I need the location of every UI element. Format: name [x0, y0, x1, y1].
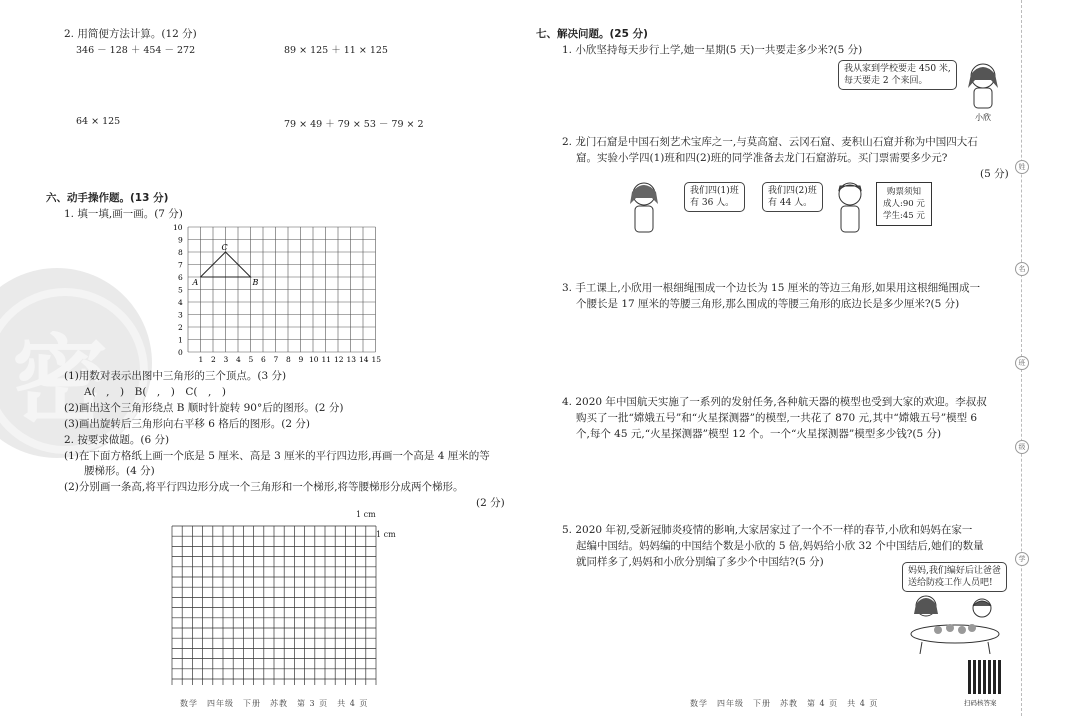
q2-bubble1-line2: 有 36 人。 — [690, 198, 735, 208]
x-tick-label: 12 — [334, 355, 344, 364]
x-tick-label: 4 — [236, 355, 241, 364]
y-tick-label: 3 — [178, 310, 183, 320]
q2-bubble1-line1: 我们四(1)班 — [690, 186, 739, 196]
girl-class1-illustration — [622, 178, 666, 236]
left-footer: 数学 四年级 下册 苏教 第 3 页 共 4 页 — [180, 699, 369, 708]
x-tick-label: 11 — [321, 355, 332, 364]
margin-mark-1: 姓 — [1015, 160, 1029, 174]
calc-item-3: 64 × 125 — [76, 116, 121, 127]
r-q2-a: 2. 龙门石窟是中国石刻艺术宝库之一,与莫高窟、云冈石窟、麦积山石窟并称为中国四大石 — [562, 136, 978, 148]
grid-paper — [170, 520, 410, 685]
y-tick-label: 6 — [178, 273, 183, 282]
q1-bubble-line2: 每天要走 2 个来回。 — [844, 76, 928, 86]
q5-speech-bubble — [902, 562, 1007, 592]
r-q3-a: 3. 手工课上,小欣用一根细绳围成一个边长为 15 厘米的等边三角形,如果用这根细绳围成一 — [562, 282, 981, 294]
margin-mark-3: 班 — [1015, 356, 1029, 370]
s6-q2-1a: (1)在下面方格纸上画一个底是 5 厘米、高是 3 厘米的平行四边形,再画一个高是 4 厘米的等 — [64, 450, 490, 462]
s6-q1: 1. 填一填,画一画。(7 分) — [64, 208, 183, 220]
section-7-title: 七、解决问题。(25 分) — [536, 28, 648, 40]
r-q4-c: 个,每个 45 元,“火星探测器”模型 12 个。一个“火星探测器”模型多少钱?(5 分) — [576, 428, 942, 440]
y-tick-label: 8 — [178, 248, 183, 257]
cm-label-x-text: 1 cm — [356, 510, 376, 519]
q1-speech-bubble — [838, 60, 957, 90]
calc-item-2: 89 × 125 ＋ 11 × 125 — [284, 45, 388, 56]
x-tick-label: 3 — [223, 355, 229, 364]
ticket-notice-box — [876, 182, 932, 226]
s6-q1-1-blank: A( , ) B( , ) C( , ) — [84, 386, 226, 398]
r-q4-b: 购买了一批“嫦娥五号”和“火星探测器”的模型,一共花了 870 元,其中“嫦娥五号”模型 6 — [576, 412, 978, 424]
s6-q2-1b: 腰梯形。(4 分) — [84, 465, 155, 477]
s6-q2-2-score: (2 分) — [476, 497, 505, 509]
point-c-label: C — [221, 243, 228, 252]
r-q1: 1. 小欣坚持每天步行上学,她一星期(5 天)一共要走多少米?(5 分) — [562, 44, 863, 56]
q1-bubble-line1: 我从家到学校要走 450 米, — [844, 64, 951, 74]
r-q5-b: 起编中国结。妈妈编的中国结个数是小欣的 5 倍,妈妈给小欣 32 个中国结后,她们的数量 — [576, 540, 984, 552]
x-tick-label: 9 — [298, 355, 304, 364]
x-tick-label: 1 — [198, 355, 204, 364]
r-q3-b: 个腰长是 17 厘米的等腰三角形,那么围成的等腰三角形的底边长是多少厘米?(5 分) — [576, 298, 960, 310]
y-tick-label: 2 — [178, 323, 183, 332]
section-6-title: 六、动手操作题。(13 分) — [46, 192, 169, 204]
s6-q1-3: (3)画出旋转后三角形向右平移 6 格后的图形。(2 分) — [64, 418, 310, 430]
q2-bubble2-line2: 有 44 人。 — [768, 198, 813, 208]
x-tick-label: 5 — [248, 355, 254, 364]
ticket-notice-adult: 成人:90 元 — [883, 199, 925, 209]
point-b-label: B — [252, 278, 259, 287]
s6-q2: 2. 按要求做题。(6 分) — [64, 434, 170, 446]
x-tick-label: 13 — [346, 355, 357, 364]
y-tick-label: 10 — [173, 223, 183, 232]
qr-label: 扫码核答案 — [964, 699, 997, 707]
margin-mark-5: 学 — [1015, 552, 1029, 566]
r-q5-a: 5. 2020 年初,受新冠肺炎疫情的影响,大家居家过了一个不一样的春节,小欣和妈妈在家一 — [562, 524, 973, 536]
right-footer: 数学 四年级 下册 苏教 第 4 页 共 4 页 — [690, 699, 879, 708]
seal-char: 密 — [12, 325, 108, 437]
qr-code[interactable] — [968, 660, 1002, 694]
x-tick-label: 14 — [359, 355, 369, 364]
y-tick-label: 9 — [178, 235, 183, 245]
x-tick-label: 7 — [273, 355, 279, 364]
cm-label-y-text: 1 cm — [376, 530, 396, 539]
r-q5-c: 就同样多了,妈妈和小欣分别编了多少个中国结?(5 分) — [576, 556, 824, 568]
q5-bubble-line2: 送给防疫工作人员吧! — [908, 578, 993, 588]
x-tick-label: 8 — [286, 355, 291, 364]
x-tick-label: 6 — [261, 355, 266, 364]
point-a-label: A — [192, 278, 199, 287]
q2-bubble-class2 — [762, 182, 823, 212]
x-tick-label: 2 — [211, 355, 216, 364]
ticket-notice-student: 学生:45 元 — [883, 211, 925, 221]
s6-q2-2: (2)分别画一条高,将平行四边形分成一个三角形和一个梯形,将等腰梯形分成两个梯形。 — [64, 481, 464, 493]
y-tick-label: 5 — [178, 285, 183, 295]
q2-title: 2. 用简便方法计算。(12 分) — [64, 28, 197, 40]
boy-class2-illustration — [830, 178, 870, 236]
y-tick-label: 0 — [178, 348, 183, 357]
mother-daughter-knotting-illustration — [902, 592, 1008, 654]
q5-bubble-line1: 妈妈,我们编好后让爸爸 — [908, 566, 1001, 576]
x-tick-label: 10 — [309, 355, 319, 364]
q1-girl-name: 小欣 — [975, 113, 991, 122]
y-tick-label: 7 — [178, 260, 183, 270]
calc-item-1: 346 － 128 ＋ 454 － 272 — [76, 45, 196, 56]
q2-bubble2-line1: 我们四(2)班 — [768, 186, 817, 196]
r-q2-b: 窟。实验小学四(1)班和四(2)班的同学准备去龙门石窟游玩。买门票需要多少元? — [576, 152, 948, 164]
coordinate-grid — [168, 222, 388, 364]
ticket-notice-title: 购票须知 — [886, 187, 921, 197]
calc-item-4: 79 × 49 ＋ 79 × 53 － 79 × 2 — [284, 119, 424, 130]
s6-q1-2: (2)画出这个三角形绕点 B 顺时针旋转 90°后的图形。(2 分) — [64, 402, 344, 414]
y-tick-label: 1 — [178, 335, 183, 345]
girl-xiaoxin-illustration — [958, 58, 1008, 116]
s6-q1-1: (1)用数对表示出图中三角形的三个顶点。(3 分) — [64, 370, 287, 382]
y-tick-label: 4 — [178, 298, 183, 307]
x-tick-label: 15 — [371, 355, 382, 364]
margin-mark-2: 名 — [1015, 262, 1029, 276]
r-q2-score: (5 分) — [980, 168, 1009, 180]
r-q4-a: 4. 2020 年中国航天实施了一系列的发射任务,各种航天器的模型也受到大家的欢迎。李叔叔 — [562, 396, 987, 408]
q2-bubble-class1 — [684, 182, 745, 212]
margin-mark-4: 级 — [1015, 440, 1029, 454]
